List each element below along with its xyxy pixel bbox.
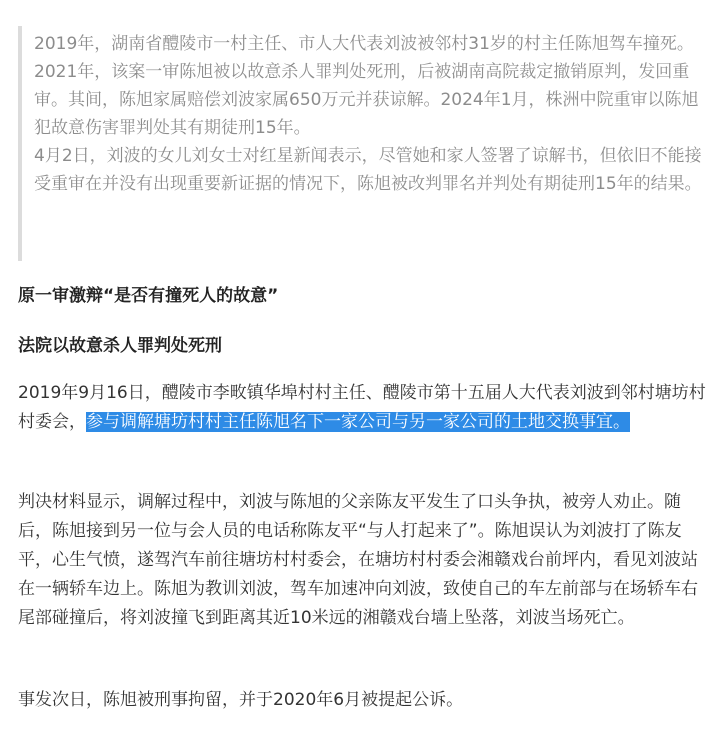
summary-blockquote <box>18 26 708 261</box>
body-paragraph-1 <box>18 379 708 437</box>
section-heading-1: 原一审激辩“是否有撞死人的故意” <box>18 286 279 306</box>
quote-paragraph-1: 2019年，湖南省醴陵市一村主任、市人大代表刘波被邻村31岁的村主任陈旭驾车撞死。 <box>34 34 694 54</box>
quote-paragraph-2: 2021年，该案一审陈旭被以故意杀人罪判处死刑，后被湖南高院裁定撤销原判，发回重审。其间，陈旭家属赔偿刘波家属650万元并获谅解。2024年1月，株洲中院重审以陈旭犯故意伤害罪判处其有期徒刑15年。 <box>34 62 699 138</box>
quote-paragraph-3: 4月2日，刘波的女儿刘女士对红星新闻表示，尽管她和家人签署了谅解书，但依旧不能接受重审在并没有出现重要新证据的情况下，陈旭被改判罪名并判处有期徒刑15年的结果。 <box>34 146 702 194</box>
section-heading-2: 法院以故意杀人罪判处死刑 <box>18 336 222 356</box>
selected-text-highlight[interactable]: 参与调解塘坊村村主任陈旭名下一家公司与另一家公司的土地交换事宜。 <box>86 412 630 432</box>
body-paragraph-2: 判决材料显示，调解过程中，刘波与陈旭的父亲陈友平发生了口头争执，被旁人劝止。随后，陈旭接到另一位与会人员的电话称陈友平“与人打起来了”。陈旭误认为刘波打了陈友平，心生气愤，遂驾汽车前往塘坊村村委会，在塘坊村村委会湘赣戏台前坪内，看见刘波站在一辆轿车边上。陈旭为教训刘波，驾车加速冲向刘波，致使自己的车左前部与在场轿车右尾部碰撞后，将刘波撞飞到距离其近10米远的湘赣戏台墙上坠落，刘波当场死亡。 <box>18 492 698 628</box>
body-paragraph-3: 事发次日，陈旭被刑事拘留，并于2020年6月被提起公诉。 <box>18 690 464 710</box>
paragraph-text: 2019年9月16日，醴陵市李畋镇华埠村村主任、醴陵市第十五届人大代表刘波到邻村塘坊村村委会， <box>18 383 706 432</box>
